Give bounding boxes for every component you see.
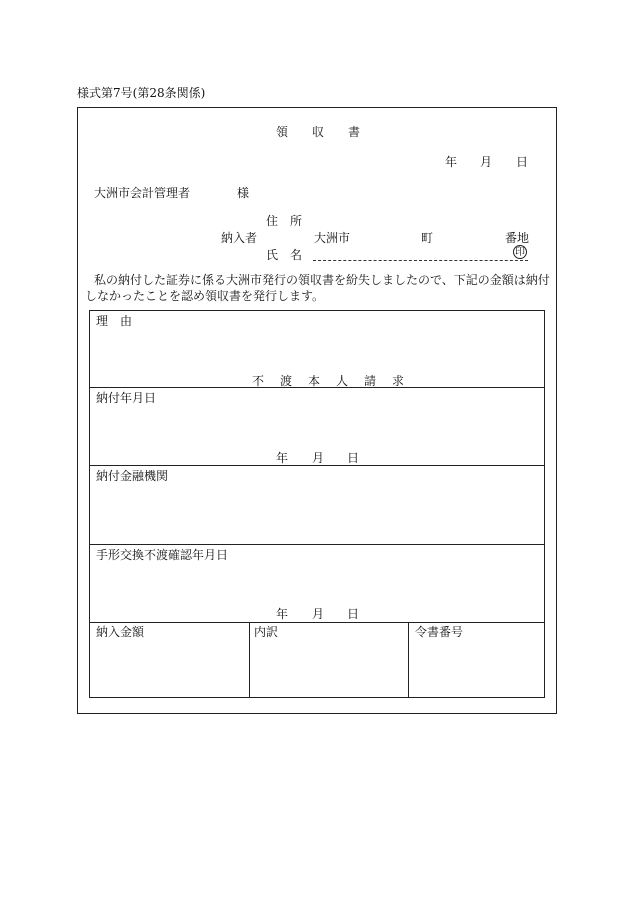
addressee-name: 大洲市会計管理者 — [94, 186, 191, 200]
name-signature-line — [313, 260, 528, 261]
payer-lot: 番地 — [505, 231, 530, 245]
payer-town: 町 — [421, 231, 434, 245]
statement-line-2: しなかったことを認め領収書を発行します。 — [85, 289, 325, 303]
payment-date-month: 月 — [312, 451, 325, 465]
payment-date-year: 年 — [276, 451, 289, 465]
name-label: 氏 名 — [266, 248, 303, 262]
payer-city: 大洲市 — [314, 231, 351, 245]
breakdown-label: 内訳 — [254, 625, 279, 639]
date-year: 年 — [445, 155, 458, 169]
payment-date-label: 納付年月日 — [96, 391, 157, 405]
document-title: 領 収 書 — [276, 125, 367, 139]
statement-line-1: 私の納付した証券に係る大洲市発行の領収書を紛失しましたので、下記の金額は納付 — [94, 273, 550, 287]
reason-value: 不 渡 本 人 請 求 — [252, 374, 407, 388]
bill-date-month: 月 — [312, 607, 325, 621]
date-month: 月 — [480, 155, 493, 169]
payer-label: 納入者 — [221, 231, 258, 245]
amount-label: 納入金額 — [96, 625, 145, 639]
addressee-honorific: 様 — [237, 186, 250, 200]
bank-label: 納付金融機関 — [96, 469, 169, 483]
payment-date-day: 日 — [347, 451, 360, 465]
address-label: 住 所 — [266, 214, 303, 228]
reason-label: 理 由 — [96, 314, 133, 328]
form-number: 様式第7号(第28条関係) — [77, 86, 206, 100]
order-number-label: 令書番号 — [415, 625, 464, 639]
bill-date-day: 日 — [347, 607, 360, 621]
seal-mark: 印 — [515, 247, 525, 258]
date-day: 日 — [516, 155, 529, 169]
bill-date-label: 手形交換不渡確認年月日 — [96, 548, 229, 562]
bill-date-year: 年 — [276, 607, 289, 621]
